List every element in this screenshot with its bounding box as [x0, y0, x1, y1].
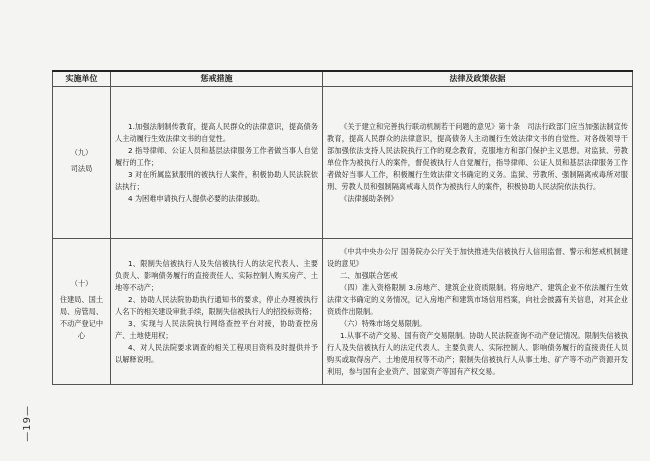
unit-name: 司法局 — [70, 163, 93, 173]
unit-number: （十） — [70, 278, 93, 288]
unit-name: 住建局、国土局、房管局、不动产登记中心 — [59, 294, 104, 340]
basis-paragraph: （四）准入资格限制 3.房地产、建筑企业资质限制。将房地产、建筑企业不依法履行生效法律文书确定的义务情况，记入房地产和建筑市场信用档案，向社会披露有关信息，对其企业资质作出限制。 — [327, 282, 628, 316]
basis-paragraph: 《关于建立和完善执行联动机制若干问题的意见》第十条 司法行政部门应当加强法制宣传教育，提高人民群众的法律意识，提高债务人主动履行生效法律文书的自觉性。对各级领导干部加强依法支持人民法院执行工作的观念教育，克服地方和部门保护主义思想。对监狱、劳教单位作为被执行人的案件，督促被执行人自觉履行，指导律师、公证人员和基层法律服务工作者做好当事人工作，积极履行生效法律文书确定的义务。监狱、劳教所、强制隔离戒毒所对服刑、劳教人员和强制隔离戒毒人员作为被执行人的案件，积极协助人民法院依法执行。 — [327, 121, 628, 191]
basis-paragraph: 《中共中央办公厅 国务院办公厅关于加快推进失信被执行人信用监督、警示和惩戒机制建设的意见》 — [327, 246, 628, 268]
header-unit: 实施单位 — [53, 71, 111, 87]
measures-cell — [111, 239, 323, 385]
table-row — [53, 87, 633, 239]
measure-item: 2 指导律师、公证人员和基层法律服务工作者做当事人自觉履行的工作； — [115, 145, 318, 167]
header-basis: 法律及政策依据 — [323, 71, 633, 87]
unit-cell — [53, 87, 111, 239]
measure-item: 3、实现与人民法院执行网络查控平台对接，协助查控房产、土地使用权； — [115, 318, 318, 340]
basis-paragraph: 《法律援助条例》 — [340, 193, 398, 203]
measure-item: 1.加强法制制传教育，提高人民群众的法律意识，提高债务人主动履行生效法律文书的自觉性。 — [115, 121, 318, 143]
measure-item: 3 对在所属监狱服刑的被执行人案件，积极协助人民法院依法执行； — [115, 169, 318, 191]
unit-cell — [53, 239, 111, 385]
measures-table — [52, 70, 633, 385]
basis-paragraph: 1.从事不动产交易、国有资产交易限制。协助人民法院查询不动产登记情况。限制失信被执行人及失信被执行人的法定代表人、主要负责人、实际控制人、影响债务履行的直接责任人员购买或取得房产、土地使用权等不动产；限制失信被执行人从事土地、矿产等不动产资源开发利用，参与国有企业资产、国家资产等国有产权交易。 — [327, 330, 628, 376]
basis-cell — [323, 87, 633, 239]
measure-item: 4 为困难申请执行人提供必要的法律援助。 — [128, 193, 265, 203]
unit-number: （九） — [70, 147, 93, 157]
basis-cell — [323, 239, 633, 385]
basis-paragraph: 二、加强联合惩戒 — [340, 270, 398, 280]
basis-paragraph: （六）特殊市场交易限制。 — [340, 318, 427, 328]
table-row — [53, 239, 633, 385]
measure-item: 4、对人民法院要求调查的相关工程项目资料及时提供并予以解释说明。 — [115, 342, 318, 364]
measures-cell — [111, 87, 323, 239]
table-header-row — [53, 71, 633, 87]
page-number: —19— — [22, 405, 33, 442]
measure-item: 2、协助人民法院协助执行通知书的要求，停止办理被执行人名下的相关建设审批手续，限制失信被执行人的招投标资格； — [115, 294, 318, 316]
measure-item: 1、限制失信被执行人及失信被执行人的法定代表人、主要负责人、影响债务履行的直接责任人、实际控制人购买房产、土地等不动产； — [115, 258, 318, 292]
header-measures: 惩戒措施 — [111, 71, 323, 87]
